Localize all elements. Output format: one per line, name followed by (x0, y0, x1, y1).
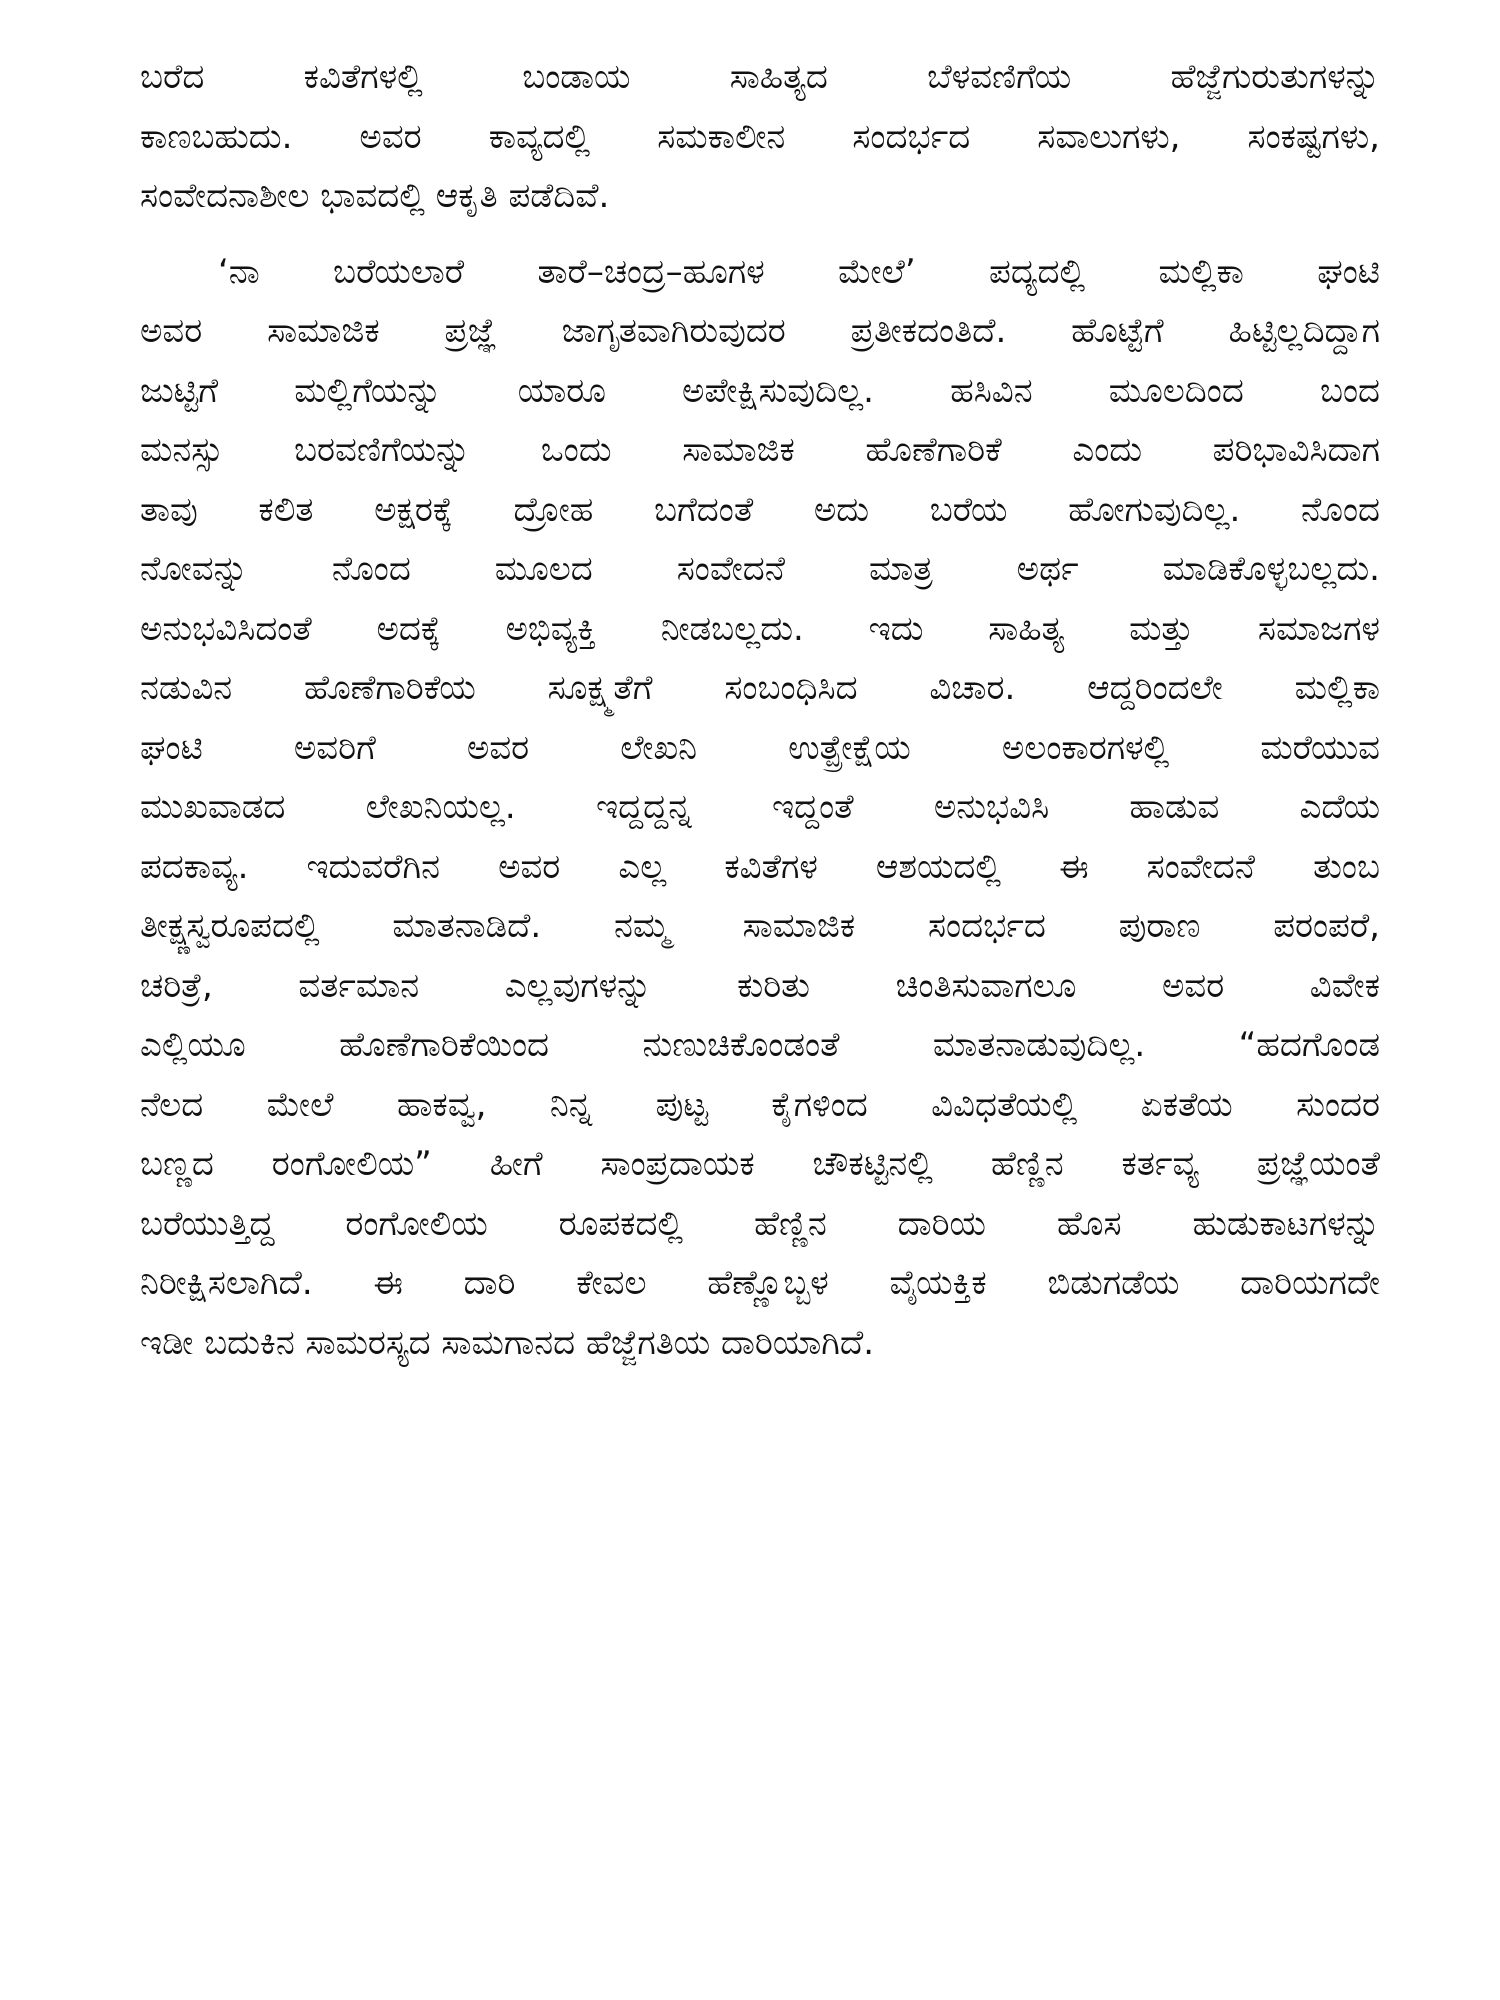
text-line: ಬಣ್ಣದ ರಂಗೋಲಿಯ” ಹೀಗೆ ಸಾಂಪ್ರದಾಯಕ ಚೌಕಟ್ಟಿನಲ್ಲಿ ಹೆಣ್ಣಿನ ಕರ್ತವ್ಯ ಪ್ರಜ್ಞೆಯಂತೆ (140, 1144, 1380, 1184)
text-line: ಕಾಣಬಹುದು. ಅವರ ಕಾವ್ಯದಲ್ಲಿ ಸಮಕಾಲೀನ ಸಂದರ್ಭದ ಸವಾಲುಗಳು, ಸಂಕಷ್ಟಗಳು, (140, 116, 1380, 157)
text-line: ಅವರ ಸಾಮಾಜಿಕ ಪ್ರಜ್ಞೆ ಜಾಗೃತವಾಗಿರುವುದರ ಪ್ರತೀಕದಂತಿದೆ. ಹೊಟ್ಟೆಗೆ ಹಿಟ್ಟಿಲ್ಲದಿದ್ದಾಗ (140, 311, 1380, 351)
document-page (140, 48, 1380, 1373)
text-line: ಬರೆದ ಕವಿತೆಗಳಲ್ಲಿ ಬಂಡಾಯ ಸಾಹಿತ್ಯದ ಬೆಳವಣಿಗೆಯ ಹೆಜ್ಜೆಗುರುತುಗಳನ್ನು (140, 57, 1380, 97)
text-line: ಇಡೀ ಬದುಕಿನ ಸಾಮರಸ್ಯದ ಸಾಮಗಾನದ ಹೆಜ್ಜೆಗತಿಯ ದಾರಿಯಾಗಿದೆ. (140, 1322, 875, 1363)
text-line: ನಡುವಿನ ಹೊಣೆಗಾರಿಕೆಯ ಸೂಕ್ಷ್ಮತೆಗೆ ಸಂಬಂಧಿಸಿದ ವಿಚಾರ. ಆದ್ದರಿಂದಲೇ ಮಲ್ಲಿಕಾ (140, 668, 1380, 708)
text-line: ಅನುಭವಿಸಿದಂತೆ ಅದಕ್ಕೆ ಅಭಿವ್ಯಕ್ತಿ ನೀಡಬಲ್ಲದು. ಇದು ಸಾಹಿತ್ಯ ಮತ್ತು ಸಮಾಜಗಳ (140, 608, 1380, 649)
text-line: ಘಂಟಿ ಅವರಿಗೆ ಅವರ ಲೇಖನಿ ಉತ್ಪ್ರೇಕ್ಷೆಯ ಅಲಂಕಾರಗಳಲ್ಲಿ ಮರೆಯುವ (140, 727, 1380, 768)
paragraph-1 (140, 48, 1380, 227)
text-line: ತಾವು ಕಲಿತ ಅಕ್ಷರಕ್ಕೆ ದ್ರೋಹ ಬಗೆದಂತೆ ಅದು ಬರೆಯ ಹೋಗುವುದಿಲ್ಲ. ನೊಂದ (140, 489, 1380, 530)
text-line: ಚರಿತ್ರೆ, ವರ್ತಮಾನ ಎಲ್ಲವುಗಳನ್ನು ಕುರಿತು ಚಿಂತಿಸುವಾಗಲೂ ಅವರ ವಿವೇಕ (140, 965, 1380, 1006)
text-line: ಪದಕಾವ್ಯ. ಇದುವರೆಗಿನ ಅವರ ಎಲ್ಲ ಕವಿತೆಗಳ ಆಶಯದಲ್ಲಿ ಈ ಸಂವೇದನೆ ತುಂಬ (140, 846, 1380, 887)
text-line: ನೋವನ್ನು ನೊಂದ ಮೂಲದ ಸಂವೇದನೆ ಮಾತ್ರ ಅರ್ಥ ಮಾಡಿಕೊಳ್ಳಬಲ್ಲದು. (140, 549, 1380, 589)
text-line: ನೆಲದ ಮೇಲೆ ಹಾಕವ್ವ, ನಿನ್ನ ಪುಟ್ಟ ಕೈಗಳಿಂದ ವಿವಿಧತೆಯಲ್ಲಿ ಏಕತೆಯ ಸುಂದರ (140, 1084, 1380, 1125)
text-line: ಎಲ್ಲಿಯೂ ಹೊಣೆಗಾರಿಕೆಯಿಂದ ನುಣುಚಿಕೊಂಡಂತೆ ಮಾತನಾಡುವುದಿಲ್ಲ. “ಹದಗೊಂಡ (140, 1025, 1380, 1065)
text-line: ‘ನಾ ಬರೆಯಲಾರೆ ತಾರೆ–ಚಂದ್ರ–ಹೂಗಳ ಮೇಲೆ’ ಪದ್ಯದಲ್ಲಿ ಮಲ್ಲಿಕಾ ಘಂಟಿ (218, 251, 1380, 292)
text-line: ತೀಕ್ಷ್ಣಸ್ವರೂಪದಲ್ಲಿ ಮಾತನಾಡಿದೆ. ನಮ್ಮ ಸಾಮಾಜಿಕ ಸಂದರ್ಭದ ಪುರಾಣ ಪರಂಪರೆ, (140, 906, 1380, 946)
text-line: ಜುಟ್ಟಿಗೆ ಮಲ್ಲಿಗೆಯನ್ನು ಯಾರೂ ಅಪೇಕ್ಷಿಸುವುದಿಲ್ಲ. ಹಸಿವಿನ ಮೂಲದಿಂದ ಬಂದ (140, 370, 1380, 411)
text-line: ಸಂವೇದನಾಶೀಲ ಭಾವದಲ್ಲಿ ಆಕೃತಿ ಪಡೆದಿವೆ. (140, 176, 610, 216)
paragraph-2 (140, 243, 1380, 1374)
text-line: ನಿರೀಕ್ಷಿಸಲಾಗಿದೆ. ಈ ದಾರಿ ಕೇವಲ ಹೆಣ್ಣೊಬ್ಬಳ ವೈಯಕ್ತಿಕ ಬಿಡುಗಡೆಯ ದಾರಿಯಗದೇ (140, 1263, 1380, 1303)
text-line: ಮನಸ್ಸು ಬರವಣಿಗೆಯನ್ನು ಒಂದು ಸಾಮಾಜಿಕ ಹೊಣೆಗಾರಿಕೆ ಎಂದು ಪರಿಭಾವಿಸಿದಾಗ (140, 430, 1380, 470)
text-line: ಬರೆಯುತ್ತಿದ್ದ ರಂಗೋಲಿಯ ರೂಪಕದಲ್ಲಿ ಹೆಣ್ಣಿನ ದಾರಿಯ ಹೊಸ ಹುಡುಕಾಟಗಳನ್ನು (140, 1203, 1380, 1244)
text-line: ಮುಖವಾಡದ ಲೇಖನಿಯಲ್ಲ. ಇದ್ದದ್ದನ್ನ ಇದ್ದಂತೆ ಅನುಭವಿಸಿ ಹಾಡುವ ಎದೆಯ (140, 787, 1380, 827)
